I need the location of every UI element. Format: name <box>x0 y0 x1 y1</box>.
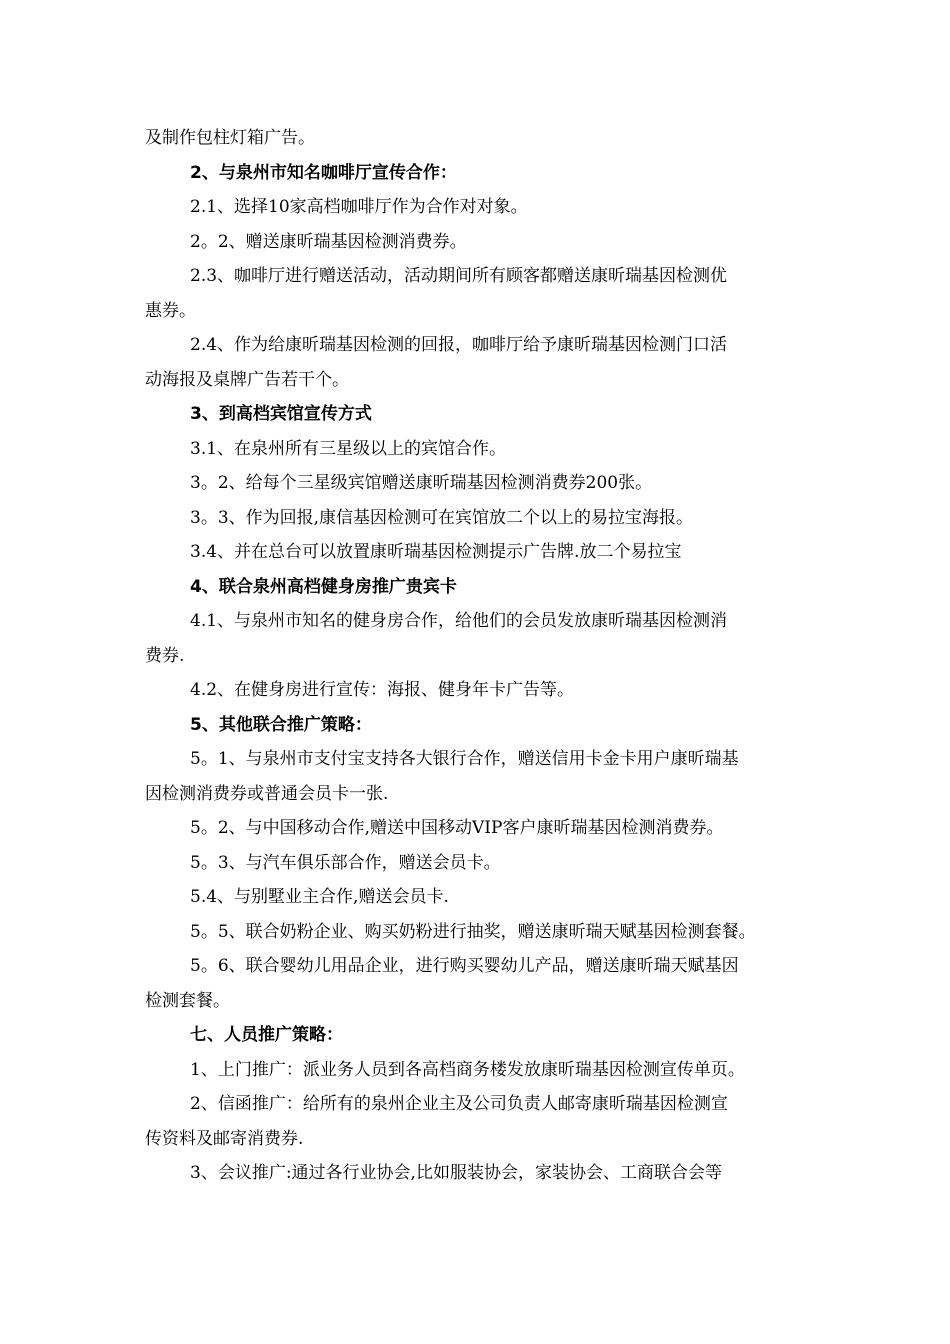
paragraph-line: 2.3、咖啡厅进行赠送活动，活动期间所有顾客都赠送康昕瑞基因检测优 <box>190 266 728 286</box>
paragraph-continuation-line: 因检测消费券或普通会员卡一张. <box>145 783 389 804</box>
paragraph-line: 3、会议推广:通过各行业协会,比如服装协会，家装协会、工商联合会等 <box>190 1163 722 1183</box>
section-heading: 七、人员推广策略： <box>190 1025 343 1045</box>
paragraph-continuation-line: 及制作包柱灯箱广告。 <box>145 128 315 148</box>
section-heading: 4、联合泉州高档健身房推广贵宾卡 <box>190 576 457 597</box>
paragraph-line: 5。3、与汽车俱乐部合作，赠送会员卡。 <box>190 852 501 873</box>
paragraph-line: 3.4、并在总台可以放置康昕瑞基因检测提示广告牌.放二个易拉宝 <box>190 542 682 562</box>
paragraph-line: 3。2、给每个三星级宾馆赠送康昕瑞基因检测消费券200张。 <box>190 473 653 493</box>
paragraph-continuation-line: 动海报及桌牌广告若干个。 <box>145 369 349 390</box>
paragraph-line: 3。3、作为回报,康信基因检测可在宾馆放二个以上的易拉宝海报。 <box>190 507 694 528</box>
paragraph-continuation-line: 惠券。 <box>145 300 196 321</box>
section-heading: 2、与泉州市知名咖啡厅宣传合作： <box>190 162 457 183</box>
paragraph-line: 5。1、与泉州市支付宝支持各大银行合作，赠送信用卡金卡用户康昕瑞基 <box>190 749 739 769</box>
paragraph-continuation-line: 传资料及邮寄消费券. <box>145 1128 304 1149</box>
paragraph-line: 4.2、在健身房进行宣传：海报、健身年卡广告等。 <box>190 680 575 700</box>
paragraph-line: 3.1、在泉州所有三星级以上的宾馆合作。 <box>190 438 507 459</box>
paragraph-line: 1、上门推广：派业务人员到各高档商务楼发放康昕瑞基因检测宣传单页。 <box>190 1059 745 1080</box>
section-heading: 3、到高档宾馆宣传方式 <box>190 404 372 424</box>
paragraph-line: 5。5、联合奶粉企业、购买奶粉进行抽奖，赠送康昕瑞天赋基因检测套餐。 <box>190 921 756 942</box>
paragraph-line: 4.1、与泉州市知名的健身房合作，给他们的会员发放康昕瑞基因检测消 <box>190 611 728 631</box>
paragraph-continuation-line: 费券. <box>145 645 185 666</box>
document-body <box>145 121 815 1191</box>
paragraph-line: 5.4、与别墅业主合作,赠送会员卡. <box>190 887 449 907</box>
paragraph-line: 2.1、选择10家高档咖啡厅作为合作对对象。 <box>190 197 528 217</box>
paragraph-line: 2、信函推广：给所有的泉州企业主及公司负责人邮寄康昕瑞基因检测宣 <box>190 1094 728 1114</box>
paragraph-line: 2。2、赠送康昕瑞基因检测消费券。 <box>190 231 467 252</box>
paragraph-line: 5。6、联合婴幼儿用品企业，进行购买婴幼儿产品，赠送康昕瑞天赋基因 <box>190 956 739 976</box>
paragraph-continuation-line: 检测套餐。 <box>145 990 230 1011</box>
section-heading: 5、其他联合推广策略： <box>190 714 372 735</box>
paragraph-line: 5。2、与中国移动合作,赠送中国移动VIP客户康昕瑞基因检测消费券。 <box>190 818 724 838</box>
paragraph-line: 2.4、作为给康昕瑞基因检测的回报，咖啡厅给予康昕瑞基因检测门口活 <box>190 335 728 355</box>
